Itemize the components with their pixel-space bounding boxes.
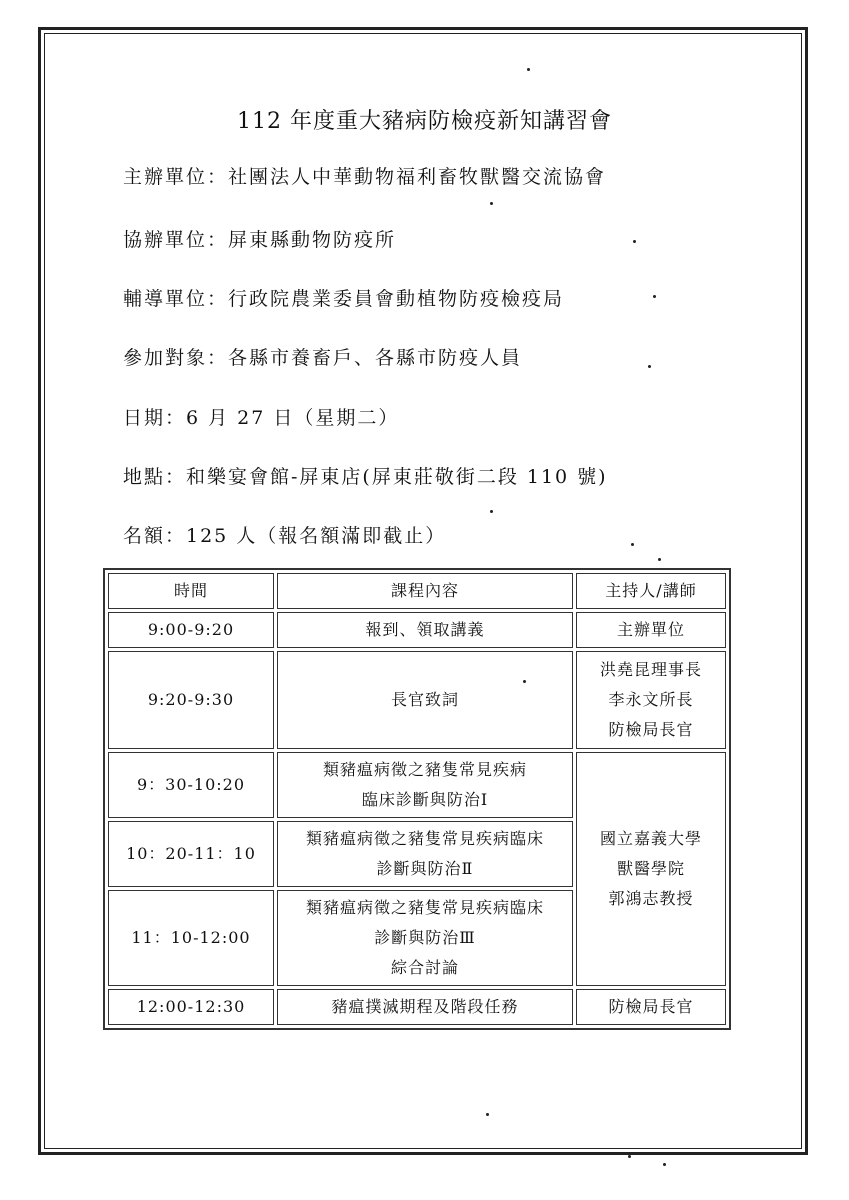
table-row (108, 752, 726, 818)
date-line: 日期：6 月 27 日（星期二） (123, 407, 400, 429)
content-line: 診斷與防治Ⅱ (376, 859, 474, 878)
host-line: 洪堯昆理事長 (599, 660, 702, 679)
content-cell (277, 989, 573, 1025)
content-line: 臨床診斷與防治Ⅰ (361, 790, 489, 809)
scan-speck (486, 1113, 489, 1116)
scan-speck (663, 1163, 666, 1166)
host-cell (576, 752, 726, 986)
advisor-line: 輔導單位：行政院農業委員會動植物防疫檢疫局 (123, 288, 565, 310)
scan-speck (490, 510, 493, 513)
scan-speck (523, 680, 526, 683)
table-row (108, 651, 726, 749)
content-cell (277, 821, 573, 887)
host-cell (576, 989, 726, 1025)
scan-speck (490, 202, 493, 205)
content-cell (277, 890, 573, 986)
content-line: 綜合討論 (390, 958, 459, 977)
scan-speck (658, 558, 661, 561)
header-time: 時間 (108, 573, 274, 609)
table-row (108, 612, 726, 648)
host-line: 郭鴻志教授 (608, 889, 694, 908)
co-organizer-line: 協辦單位：屏東縣動物防疫所 (123, 229, 397, 251)
host-line: 主辦單位 (616, 620, 685, 639)
time-cell: 9：30-10:20 (108, 752, 274, 818)
host-cell (576, 612, 726, 648)
time-cell: 12:00-12:30 (108, 989, 274, 1025)
scan-speck (527, 68, 530, 71)
content-cell (277, 752, 573, 818)
content-line: 診斷與防治Ⅲ (374, 928, 476, 947)
table-row (108, 989, 726, 1025)
host-line: 獸醫學院 (616, 859, 685, 878)
scan-speck (633, 240, 636, 243)
host-line: 李永文所長 (608, 690, 694, 709)
host-line: 防檢局長官 (608, 997, 694, 1016)
scan-speck (648, 365, 651, 368)
content-cell (277, 612, 573, 648)
location-line: 地點：和樂宴會館-屏東店(屏東莊敬街二段 110 號) (123, 466, 608, 488)
host-line: 國立嘉義大學 (599, 829, 702, 848)
content-cell (277, 651, 573, 749)
participants-line: 參加對象：各縣市養畜戶、各縣市防疫人員 (123, 347, 523, 369)
time-cell: 11：10-12:00 (108, 890, 274, 986)
schedule-table (103, 568, 731, 1030)
header-content: 課程內容 (277, 573, 573, 609)
scan-speck (631, 543, 634, 546)
content-line: 豬瘟撲滅期程及階段任務 (331, 997, 519, 1016)
time-cell: 9:20-9:30 (108, 651, 274, 749)
content-line: 類豬瘟病徵之豬隻常見疾病 (322, 760, 527, 779)
host-line: 防檢局長官 (608, 720, 694, 739)
quota-line: 名額：125 人（報名額滿即截止） (123, 525, 447, 547)
organizer-line: 主辦單位：社團法人中華動物福利畜牧獸醫交流協會 (123, 166, 607, 188)
table-header-row (108, 573, 726, 609)
time-cell: 9:00-9:20 (108, 612, 274, 648)
scan-speck (653, 295, 656, 298)
scan-speck (628, 1155, 631, 1158)
document-title: 112 年度重大豬病防檢疫新知講習會 (237, 109, 612, 134)
content-line: 類豬瘟病徵之豬隻常見疾病臨床 (305, 898, 544, 917)
content-line: 報到、領取講義 (365, 620, 485, 639)
host-cell (576, 651, 726, 749)
header-host: 主持人/講師 (576, 573, 726, 609)
time-cell: 10：20-11：10 (108, 821, 274, 887)
content-line: 長官致詞 (390, 690, 459, 709)
content-line: 類豬瘟病徵之豬隻常見疾病臨床 (305, 829, 544, 848)
